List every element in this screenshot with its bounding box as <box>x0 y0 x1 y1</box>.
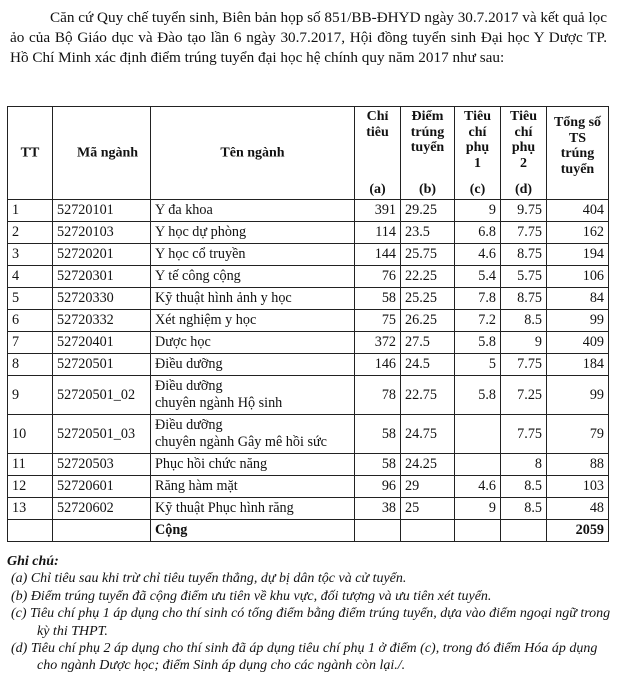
cell-tieu-chi-2: 7.25 <box>501 376 547 415</box>
cell-tong: 79 <box>547 415 609 454</box>
cell-tieu-chi-2: 9.75 <box>501 200 547 222</box>
cell-tt: 10 <box>8 415 53 454</box>
cell-tong: 103 <box>547 476 609 498</box>
cell-ten-nganh: Dược học <box>151 332 355 354</box>
total-row <box>8 520 609 542</box>
table-row <box>8 244 609 266</box>
cell-tt: 1 <box>8 200 53 222</box>
cell-ma-nganh: 52720501_03 <box>53 415 151 454</box>
cell-ma-nganh: 52720601 <box>53 476 151 498</box>
notes-section <box>7 553 612 675</box>
cell-ma-nganh: 52720301 <box>53 266 151 288</box>
cell-chi-tieu: 58 <box>355 415 401 454</box>
cell-chi-tieu: 38 <box>355 498 401 520</box>
cell-diem: 23.5 <box>401 222 455 244</box>
cell-ten-nganh: Phục hồi chức năng <box>151 454 355 476</box>
cell-chi-tieu: 146 <box>355 354 401 376</box>
header-ma-nganh: Mã ngành <box>53 107 151 200</box>
cell-tt: 4 <box>8 266 53 288</box>
cell-ten-nganh: Y đa khoa <box>151 200 355 222</box>
cell-ma-nganh: 52720332 <box>53 310 151 332</box>
cell-tieu-chi-2: 8.5 <box>501 498 547 520</box>
cell-ten-nganh: Răng hàm mặt <box>151 476 355 498</box>
table-row <box>8 200 609 222</box>
header-diem-trung-tuyen: Điểm trúng tuyển (b) <box>401 107 455 200</box>
cell-diem: 24.25 <box>401 454 455 476</box>
cell-tong: 88 <box>547 454 609 476</box>
cell-tieu-chi-1: 7.2 <box>455 310 501 332</box>
cell-ten-nganh: Xét nghiệm y học <box>151 310 355 332</box>
cell-diem: 24.5 <box>401 354 455 376</box>
table-row <box>8 222 609 244</box>
cell-tieu-chi-1: 7.8 <box>455 288 501 310</box>
header-tieu-chi-phu-1: Tiêu chí phụ 1 (c) <box>455 107 501 200</box>
cell-tieu-chi-2: 8 <box>501 454 547 476</box>
cell-tong: 162 <box>547 222 609 244</box>
table-row <box>8 288 609 310</box>
cell-diem: 22.75 <box>401 376 455 415</box>
cell-tieu-chi-2: 7.75 <box>501 222 547 244</box>
header-tong-so: Tổng số TS trúng tuyển <box>547 107 609 200</box>
cell-ma-nganh: 52720101 <box>53 200 151 222</box>
cell-tt: 8 <box>8 354 53 376</box>
cell-tieu-chi-1: 6.8 <box>455 222 501 244</box>
header-tt: TT <box>8 107 53 200</box>
cell-ten-nganh: Điều dưỡng <box>151 354 355 376</box>
cell-ma-nganh: 52720103 <box>53 222 151 244</box>
cell-diem: 25.25 <box>401 288 455 310</box>
cell-ma-nganh: 52720401 <box>53 332 151 354</box>
cell-ma-nganh: 52720201 <box>53 244 151 266</box>
cell-ten-nganh: Y tế công cộng <box>151 266 355 288</box>
cell-chi-tieu: 96 <box>355 476 401 498</box>
cell-tt: 7 <box>8 332 53 354</box>
total-value: 2059 <box>547 520 609 542</box>
cell-empty <box>53 520 151 542</box>
note-c: (c) Tiêu chí phụ 1 áp dụng cho thí sinh có tổng điểm bằng điểm trúng tuyển, dựa vào điểm ngoại ngữ trong kỳ thi THPT. <box>11 606 611 639</box>
cell-tieu-chi-2: 8.75 <box>501 244 547 266</box>
cell-diem: 27.5 <box>401 332 455 354</box>
cell-tong: 404 <box>547 200 609 222</box>
cell-tong: 99 <box>547 310 609 332</box>
cell-tieu-chi-1: 9 <box>455 498 501 520</box>
cell-ma-nganh: 52720503 <box>53 454 151 476</box>
cell-empty <box>501 520 547 542</box>
notes-title: Ghi chú: <box>7 554 59 569</box>
intro-paragraph: Căn cứ Quy chế tuyển sinh, Biên bản họp số 851/BB-ĐHYD ngày 30.7.2017 và kết quả lọc ảo của Bộ Giáo dục và Đào tạo lần 6 ngày 30.7.2017, Hội đồng tuyển sinh Đại học Y Dược TP. Hồ Chí Minh xác định điểm trúng tuyển đại học hệ chính quy năm 2017 như sau: <box>10 9 608 66</box>
table-row <box>8 415 609 454</box>
cell-ma-nganh: 52720602 <box>53 498 151 520</box>
cell-tieu-chi-1: 9 <box>455 200 501 222</box>
cell-ma-nganh: 52720501_02 <box>53 376 151 415</box>
cell-ten-nganh: Kỹ thuật hình ảnh y học <box>151 288 355 310</box>
note-a: (a) Chỉ tiêu sau khi trừ chỉ tiêu tuyển thẳng, dự bị dân tộc và cử tuyển. <box>11 571 407 587</box>
cell-chi-tieu: 78 <box>355 376 401 415</box>
cell-diem: 25.75 <box>401 244 455 266</box>
cell-empty <box>455 520 501 542</box>
cell-tieu-chi-2: 5.75 <box>501 266 547 288</box>
cell-chi-tieu: 76 <box>355 266 401 288</box>
cell-tieu-chi-2: 8.5 <box>501 476 547 498</box>
header-tieu-chi-phu-2: Tiêu chí phụ 2 (d) <box>501 107 547 200</box>
cell-tt: 5 <box>8 288 53 310</box>
cell-tieu-chi-1 <box>455 454 501 476</box>
cell-tieu-chi-1: 5.8 <box>455 376 501 415</box>
table-row <box>8 354 609 376</box>
cell-tt: 2 <box>8 222 53 244</box>
header-chi-tieu: Chỉ tiêu (a) <box>355 107 401 200</box>
cell-ten-nganh: Y học dự phòng <box>151 222 355 244</box>
cell-tt: 6 <box>8 310 53 332</box>
cell-tieu-chi-2: 9 <box>501 332 547 354</box>
cell-tieu-chi-1: 5.4 <box>455 266 501 288</box>
cell-tieu-chi-1 <box>455 415 501 454</box>
cell-empty <box>401 520 455 542</box>
cell-tieu-chi-1: 5 <box>455 354 501 376</box>
cell-tieu-chi-1: 4.6 <box>455 244 501 266</box>
cell-tt: 3 <box>8 244 53 266</box>
cell-chi-tieu: 58 <box>355 288 401 310</box>
header-ten-nganh: Tên ngành <box>151 107 355 200</box>
cell-tieu-chi-1: 5.8 <box>455 332 501 354</box>
table-header-row <box>8 107 609 200</box>
cell-tieu-chi-2: 7.75 <box>501 415 547 454</box>
cell-tieu-chi-2: 7.75 <box>501 354 547 376</box>
cell-ten-nganh: Điều dưỡng chuyên ngành Gây mê hồi sức <box>151 415 355 454</box>
cell-chi-tieu: 144 <box>355 244 401 266</box>
cell-empty <box>8 520 53 542</box>
table-row <box>8 310 609 332</box>
cell-ten-nganh: Y học cổ truyền <box>151 244 355 266</box>
cell-empty <box>355 520 401 542</box>
note-b: (b) Điểm trúng tuyển đã cộng điểm ưu tiên về khu vực, đối tượng và ưu tiên xét tuyển. <box>11 588 492 604</box>
cell-tong: 409 <box>547 332 609 354</box>
cell-diem: 29 <box>401 476 455 498</box>
cell-tong: 99 <box>547 376 609 415</box>
cell-tt: 12 <box>8 476 53 498</box>
cell-tt: 11 <box>8 454 53 476</box>
cell-tong: 48 <box>547 498 609 520</box>
cell-tieu-chi-2: 8.5 <box>501 310 547 332</box>
cell-tong: 84 <box>547 288 609 310</box>
cell-chi-tieu: 58 <box>355 454 401 476</box>
table-row <box>8 266 609 288</box>
cell-chi-tieu: 114 <box>355 222 401 244</box>
cell-diem: 29.25 <box>401 200 455 222</box>
table-row <box>8 454 609 476</box>
table-row <box>8 476 609 498</box>
cell-tong: 106 <box>547 266 609 288</box>
note-d: (d) Tiêu chí phụ 2 áp dụng cho thí sinh đã áp dụng tiêu chí phụ 1 ở điểm (c), trong đó điểm Hóa áp dụng cho ngành Dược học; điểm Sinh áp dụng cho các ngành còn lại./. <box>11 641 598 674</box>
cell-chi-tieu: 391 <box>355 200 401 222</box>
cell-chi-tieu: 372 <box>355 332 401 354</box>
cell-ma-nganh: 52720501 <box>53 354 151 376</box>
cell-chi-tieu: 75 <box>355 310 401 332</box>
table-row <box>8 376 609 415</box>
cell-tieu-chi-2: 8.75 <box>501 288 547 310</box>
cell-diem: 25 <box>401 498 455 520</box>
table-row <box>8 332 609 354</box>
cell-diem: 22.25 <box>401 266 455 288</box>
cell-tong: 184 <box>547 354 609 376</box>
cell-ten-nganh: Điều dưỡng chuyên ngành Hộ sinh <box>151 376 355 415</box>
cell-diem: 26.25 <box>401 310 455 332</box>
cell-ma-nganh: 52720330 <box>53 288 151 310</box>
admission-table <box>7 106 609 542</box>
cell-tt: 13 <box>8 498 53 520</box>
cell-tong: 194 <box>547 244 609 266</box>
table-row <box>8 498 609 520</box>
total-label: Cộng <box>151 520 355 542</box>
cell-tieu-chi-1: 4.6 <box>455 476 501 498</box>
cell-diem: 24.75 <box>401 415 455 454</box>
cell-ten-nganh: Kỹ thuật Phục hình răng <box>151 498 355 520</box>
cell-tt: 9 <box>8 376 53 415</box>
